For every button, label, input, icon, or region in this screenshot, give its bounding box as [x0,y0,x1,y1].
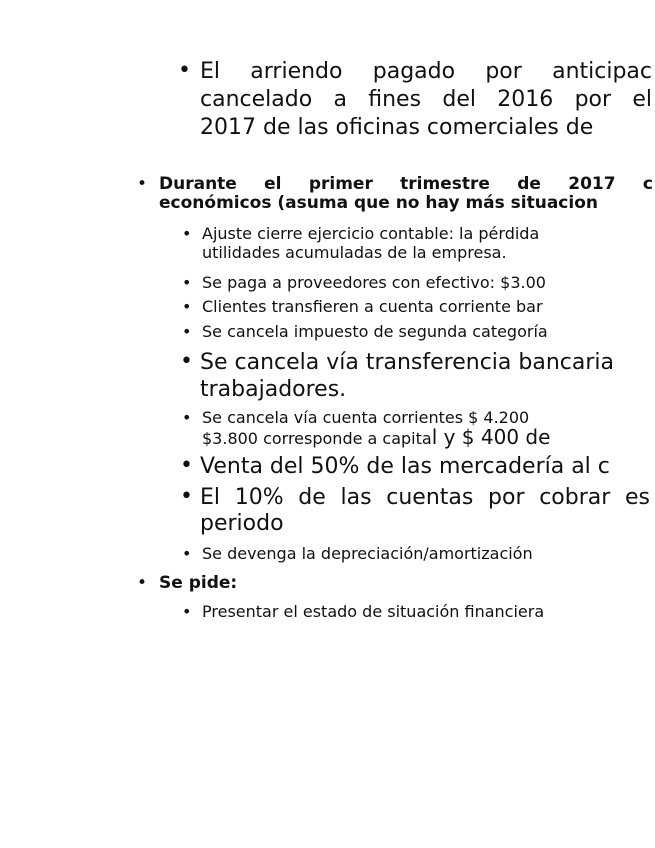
bullet-dot: • [182,273,192,292]
item-6-line-2 [202,424,655,452]
bullet-dot: • [182,297,192,316]
bullet-dot: • [180,349,193,374]
item-1-line-2: utilidades acumuladas de la empresa. [202,243,507,262]
item-6-line-2-end: l y $ 400 de [431,425,551,449]
item-8-line-2: periodo [200,511,284,536]
item-5-line-2: trabajadores. [200,377,347,402]
bullet-dot: • [180,484,193,509]
item-6-line-1: Se cancela vía cuenta corrientes $ 4.200 [202,408,530,427]
bullet-dot: • [137,174,148,194]
bullet-dot: • [137,573,148,593]
bullet-dot: • [178,58,191,83]
item-7-line-1: Venta del 50% de las mercadería al c [200,454,610,479]
bullet-dot: • [182,322,192,341]
item-8-line-1: El 10% de las cuentas por cobrar es [200,485,650,510]
bullet-dot: • [180,453,193,478]
bullet-dot: • [182,544,192,563]
bullet-dot: • [182,602,192,621]
intro-line-1: El arriendo pagado por anticipac [200,59,652,84]
bullet-dot: • [182,224,192,243]
trimestre-line-2: económicos (asuma que no hay más situacion [159,193,598,213]
bullet-dot: • [182,408,192,427]
se-pide-label: Se pide: [159,573,238,593]
item-3-line-1: Clientes transfieren a cuenta corriente bar [202,297,543,316]
item-2-line-1: Se paga a proveedores con efectivo: $3.00 [202,273,546,292]
item-1-line-1: Ajuste cierre ejercicio contable: la pérdida [202,224,540,243]
item-5-line-1: Se cancela vía transferencia bancaria [200,350,615,375]
intro-line-3: 2017 de las oficinas comerciales de [200,115,594,140]
item-4-line-1: Se cancela impuesto de segunda categoría [202,322,548,341]
item-9-line-1: Se devenga la depreciación/amortización [202,544,533,563]
item-6-line-2-start: $3.800 corresponde a capita [202,429,432,448]
se-pide-item: Presentar el estado de situación financiera [202,602,545,621]
trimestre-line-1: Durante el primer trimestre de 2017 c [159,174,653,194]
intro-line-2: cancelado a fines del 2016 por el [200,87,652,112]
